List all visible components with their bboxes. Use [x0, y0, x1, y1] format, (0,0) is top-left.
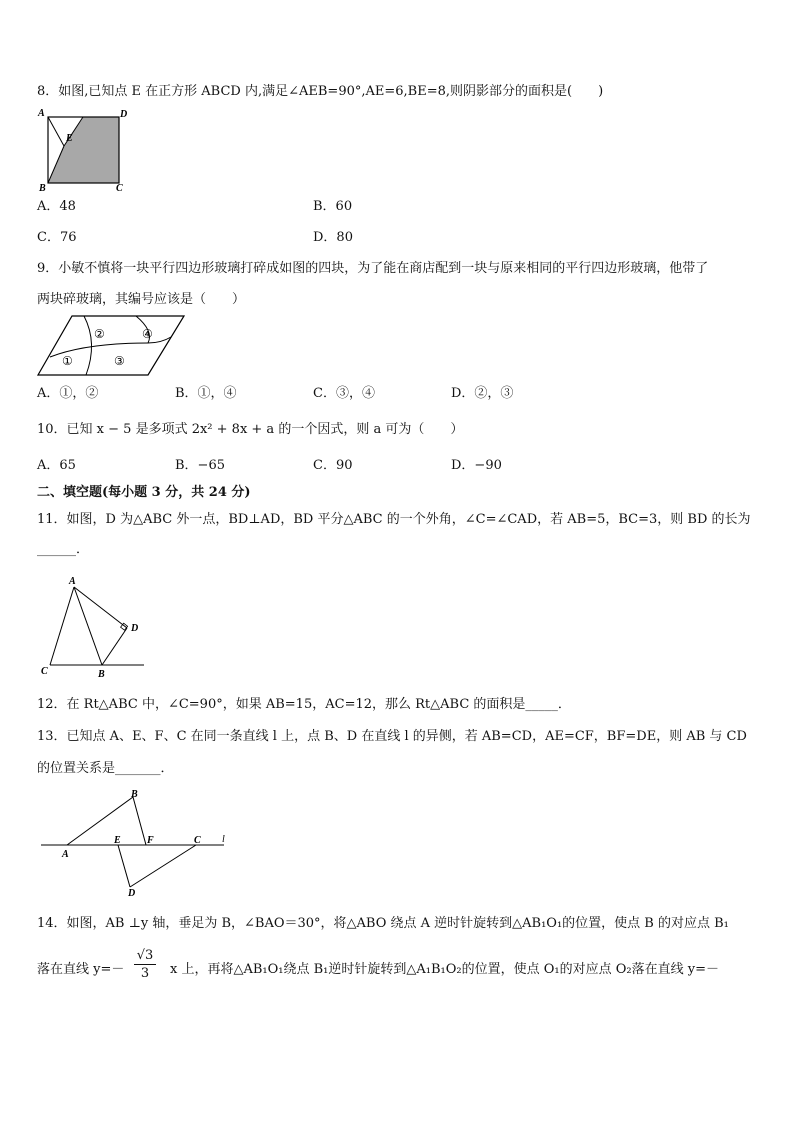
q13-figure: [36, 786, 236, 896]
q8-figure: [36, 106, 136, 192]
q13-label-a: A: [62, 849, 69, 860]
q13-segment-bf: [133, 797, 146, 845]
q13-label-l: l: [222, 834, 225, 845]
q11-figure: [36, 574, 151, 680]
q11-label-c: C: [41, 666, 48, 677]
section-heading: 二、填空题(每小题 3 分，共 24 分): [37, 485, 251, 500]
q9-parallelogram: [38, 316, 184, 375]
q9-crack-left: [84, 316, 92, 375]
q9-label-1: ①: [62, 354, 73, 368]
q8-label-e: E: [66, 133, 73, 144]
q11-label-b: B: [98, 669, 105, 680]
q10-option-c[interactable]: C．90: [313, 458, 353, 473]
q13-segment-ed: [118, 845, 130, 887]
q12-stem: 12．在 Rt△ABC 中，∠C=90°，如果 AB=15，AC=12，那么 Rt△ABC 的面积是_____．: [37, 697, 571, 712]
q9-stem-line2: 两块碎玻璃，其编号应该是（ ）: [37, 292, 246, 307]
q11-segment-ab: [74, 587, 102, 665]
q9-label-2: ②: [94, 327, 105, 341]
q8-segment-ae: [48, 117, 64, 146]
q9-stem-line1: 9．小敏不慎将一块平行四边形玻璃打碎成如图的四块，为了能在商店配到一块与原来相同的平行四边形玻璃，他带了: [37, 261, 709, 276]
q10-stem: 10．已知 x − 5 是多项式 2x² + 8x + a 的一个因式，则 a 可为（ ）: [37, 422, 464, 437]
q8-label-b: B: [39, 183, 46, 192]
q9-option-c[interactable]: C．③，④: [313, 386, 375, 401]
q11-label-a: A: [69, 576, 76, 587]
q14-fraction-numerator: √3: [134, 948, 156, 965]
q10-option-b[interactable]: B．−65: [175, 458, 225, 473]
q13-label-e: E: [114, 835, 121, 846]
q8-option-a[interactable]: A．48: [37, 199, 76, 214]
q11-segment-bd: [102, 628, 127, 665]
q8-label-a: A: [38, 108, 45, 119]
q11-label-d: D: [131, 623, 139, 634]
q11-stem-line2: ______．: [37, 542, 90, 557]
q10-option-a[interactable]: A．65: [37, 458, 76, 473]
q9-figure: [36, 313, 186, 379]
q8-option-d[interactable]: D．80: [313, 230, 353, 245]
q9-label-3: ③: [114, 354, 125, 368]
q8-label-d: D: [120, 109, 128, 120]
q9-option-d[interactable]: D．②，③: [451, 386, 514, 401]
q13-segment-ab: [67, 797, 133, 845]
q13-stem-line2: 的位置关系是_______．: [37, 761, 174, 776]
q13-label-f: F: [147, 835, 154, 846]
q13-segment-dc: [130, 845, 196, 887]
q13-label-b: B: [131, 789, 138, 800]
q9-label-4: ④: [142, 327, 153, 341]
q14-fraction: [134, 948, 156, 983]
q11-segment-ad: [74, 587, 127, 628]
q8-stem: 8．如图,已知点 E 在正方形 ABCD 内,满足∠AEB=90°,AE=6,BE=8,则阴影部分的面积是( ): [37, 84, 604, 99]
q8-option-c[interactable]: C．76: [37, 230, 77, 245]
q9-option-a[interactable]: A．①，②: [37, 386, 99, 401]
q13-stem-line1: 13．已知点 A、E、F、C 在同一条直线 l 上，点 B、D 在直线 l 的异侧，若 AB=CD，AE=CF，BF=DE，则 AB 与 CD: [37, 729, 747, 744]
q13-label-d: D: [128, 888, 136, 896]
q14-stem-line2-b: x 上，再将△AB₁O₁绕点 B₁逆时针旋转到△A₁B₁O₂的位置，使点 O₁的对应点 O₂落在直线 y=－: [170, 962, 719, 977]
q8-label-c: C: [116, 183, 123, 192]
q14-stem-line2-a: 落在直线 y=－: [37, 962, 125, 977]
q11-stem-line1: 11．如图，D 为△ABC 外一点，BD⊥AD，BD 平分△ABC 的一个外角，∠C=∠CAD，若 AB=5，BC=3，则 BD 的长为: [37, 512, 751, 527]
q10-option-d[interactable]: D．−90: [451, 458, 502, 473]
q8-shaded-region: [48, 117, 119, 183]
q13-label-c: C: [194, 835, 201, 846]
q9-option-b[interactable]: B．①，④: [175, 386, 237, 401]
q14-fraction-denominator: 3: [140, 966, 150, 981]
q11-segment-ac: [50, 587, 74, 665]
q14-stem-line1: 14．如图，AB ⊥y 轴，垂足为 B，∠BAO＝30°，将△ABO 绕点 A 逆时针旋转到△AB₁O₁的位置，使点 B 的对应点 B₁: [37, 916, 729, 931]
q8-option-b[interactable]: B．60: [313, 199, 353, 214]
